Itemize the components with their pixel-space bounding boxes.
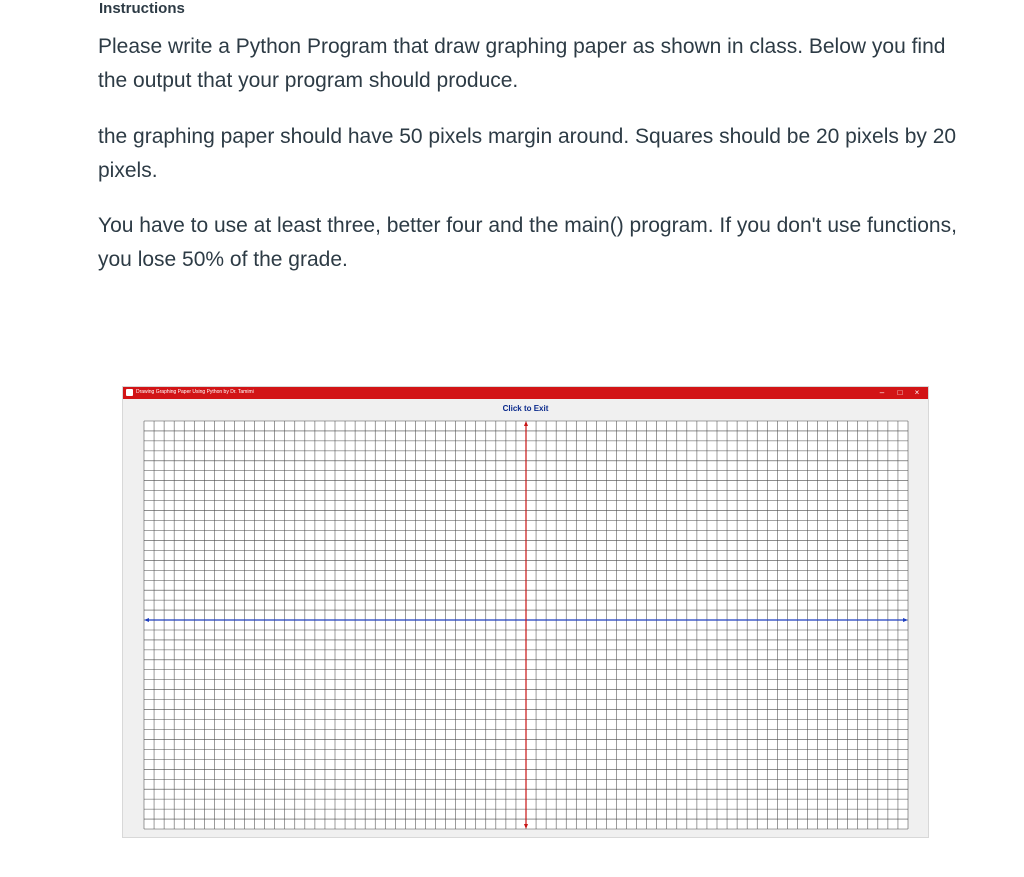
- instruction-paragraph-2: the graphing paper should have 50 pixels margin around. Squares should be 20 pixels by 20 pixels.: [98, 125, 957, 182]
- minimize-icon[interactable]: –: [879, 388, 885, 397]
- app-icon: [126, 389, 133, 396]
- click-to-exit-label[interactable]: Click to Exit: [502, 404, 549, 413]
- instruction-paragraph-1: Please write a Python Program that draw graphing paper as shown in class. Below you find the output that your program should produce.: [98, 35, 946, 92]
- section-heading: Instructions: [99, 0, 185, 17]
- instruction-paragraph-3: You have to use at least three, better four and the main() program. If you don't use functions, you lose 50% of the grade.: [98, 214, 957, 271]
- graphing-paper-canvas[interactable]: [142, 419, 910, 831]
- window-titlebar: [123, 387, 928, 399]
- output-window-screenshot: [122, 386, 929, 838]
- close-icon[interactable]: ×: [914, 388, 920, 397]
- maximize-icon[interactable]: □: [897, 388, 903, 397]
- window-title: Drawing Graphing Paper Using Python by Dr. Tamimi: [136, 389, 254, 395]
